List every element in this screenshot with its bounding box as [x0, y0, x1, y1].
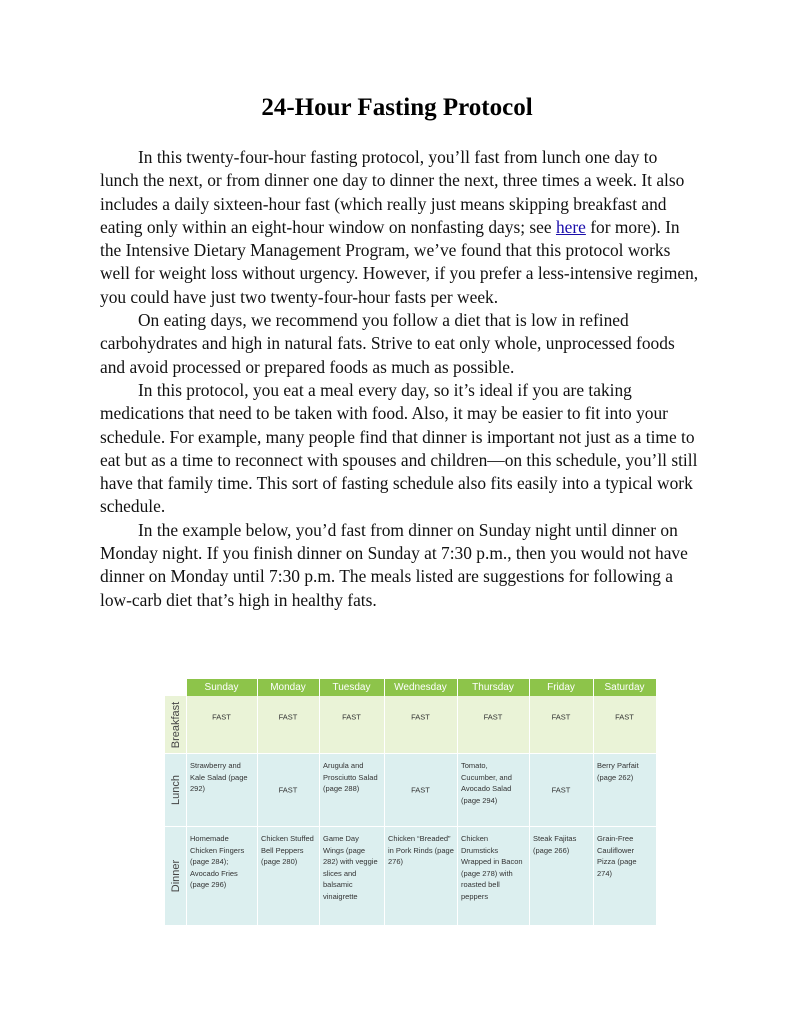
- table-divider: [186, 679, 187, 925]
- table-cell: Chicken Drumsticks Wrapped in Bacon (page 278) with roasted bell peppers: [461, 834, 523, 901]
- table-cell: FAST: [411, 784, 430, 794]
- table-cell: FAST: [342, 711, 361, 721]
- table-cell: Grain-Free Cauliflower Pizza (page 274): [597, 834, 637, 878]
- table-cell: Tomato, Cucumber, and Avocado Salad (page 294): [461, 761, 512, 805]
- paragraph: In the example below, you’d fast from dinner on Sunday night until dinner on Monday night. If you finish dinner on Sunday at 7:30 p.m., then you would not have dinner on Monday until 7:30 p.m. The meals listed are suggestions for following a low-carb diet that’s high in healthy fats.: [100, 519, 688, 610]
- table-divider: [457, 679, 458, 925]
- table-cell: Berry Parfait (page 262): [597, 761, 639, 782]
- table-cell: Chicken “Breaded” in Pork Rinds (page 276): [388, 834, 454, 866]
- table-cell: Homemade Chicken Fingers (page 284); Avocado Fries (page 296): [190, 834, 245, 889]
- table-divider: [593, 679, 594, 925]
- row-label-breakfast: Breakfast: [169, 701, 182, 748]
- table-cell: FAST: [411, 711, 430, 721]
- table-cell: FAST: [278, 784, 298, 794]
- table-cell: FAST: [483, 711, 503, 721]
- paragraph: In this protocol, you eat a meal every day, so it’s ideal if you are taking medications that need to be taken with food. Also, it may be easier to fit into your schedule. For example, many people find that dinner is important not just as a time to eat but as a time to reconnect with spouses and children—on this schedule, you’ll still have that family time. This sort of fasting schedule also fits easily into a typical work schedule.: [100, 379, 698, 517]
- table-cell: Steak Fajitas (page 266): [533, 834, 577, 855]
- table-header-row: [165, 679, 656, 696]
- page-title: 24-Hour Fasting Protocol: [261, 94, 533, 121]
- day-header-saturday: Saturday: [593, 679, 656, 696]
- table-cell: FAST: [212, 711, 231, 721]
- table-divider: [529, 679, 530, 925]
- table-cell: FAST: [551, 711, 571, 721]
- table-row-breakfast: [165, 696, 656, 753]
- table-divider: [165, 826, 656, 827]
- table-cell: Arugula and Prosciutto Salad (page 288): [323, 761, 378, 793]
- paragraph: On eating days, we recommend you follow a diet that is low in refined carbohydrates and high in natural fats. Strive to eat only whole, unprocessed foods and avoid processed or prepared foods as much as possible.: [100, 310, 675, 377]
- table-cell: Game Day Wings (page 282) with veggie slices and balsamic vinaigrette: [323, 834, 378, 901]
- row-label-lunch: Lunch: [169, 774, 182, 805]
- table-cell: FAST: [551, 784, 571, 794]
- table-cell: Chicken Stuffed Bell Peppers (page 280): [261, 834, 314, 866]
- day-header-wednesday: Wednesday: [384, 679, 457, 696]
- table-cell: FAST: [615, 711, 634, 721]
- meal-plan-table: [165, 679, 656, 925]
- table-row-lunch: [165, 753, 656, 826]
- table-divider: [319, 679, 320, 925]
- table-divider: [384, 679, 385, 925]
- row-label-dinner: Dinner: [169, 859, 182, 892]
- table-cell: Strawberry and Kale Salad (page 292): [190, 761, 248, 793]
- day-header-monday: Monday: [257, 679, 319, 696]
- table-row-dinner: [165, 826, 656, 925]
- table-cell: FAST: [278, 711, 298, 721]
- day-header-friday: Friday: [529, 679, 593, 696]
- day-header-tuesday: Tuesday: [319, 679, 384, 696]
- day-header-sunday: Sunday: [186, 679, 257, 696]
- table-header-corner: [165, 679, 186, 696]
- table-divider: [165, 753, 656, 754]
- body-text: [100, 146, 700, 612]
- paragraph: In this twenty-four-hour fasting protocol, you’ll fast from lunch one day to lunch the next, or from dinner one day to dinner the next, three times a week. It also includes a daily sixteen-hour fast (which really just means skipping breakfast and eating only within an eight-hour window on nonfasting days; see here for more). In the Intensive Dietary Management Program, we’ve found that this protocol works well for weight loss without urgency. However, if you prefer a less-intensive regimen, you could have just two twenty-four-hour fasts per week.: [100, 147, 699, 307]
- here-link[interactable]: here: [555, 216, 586, 237]
- day-header-thursday: Thursday: [457, 679, 529, 696]
- table-divider: [257, 679, 258, 925]
